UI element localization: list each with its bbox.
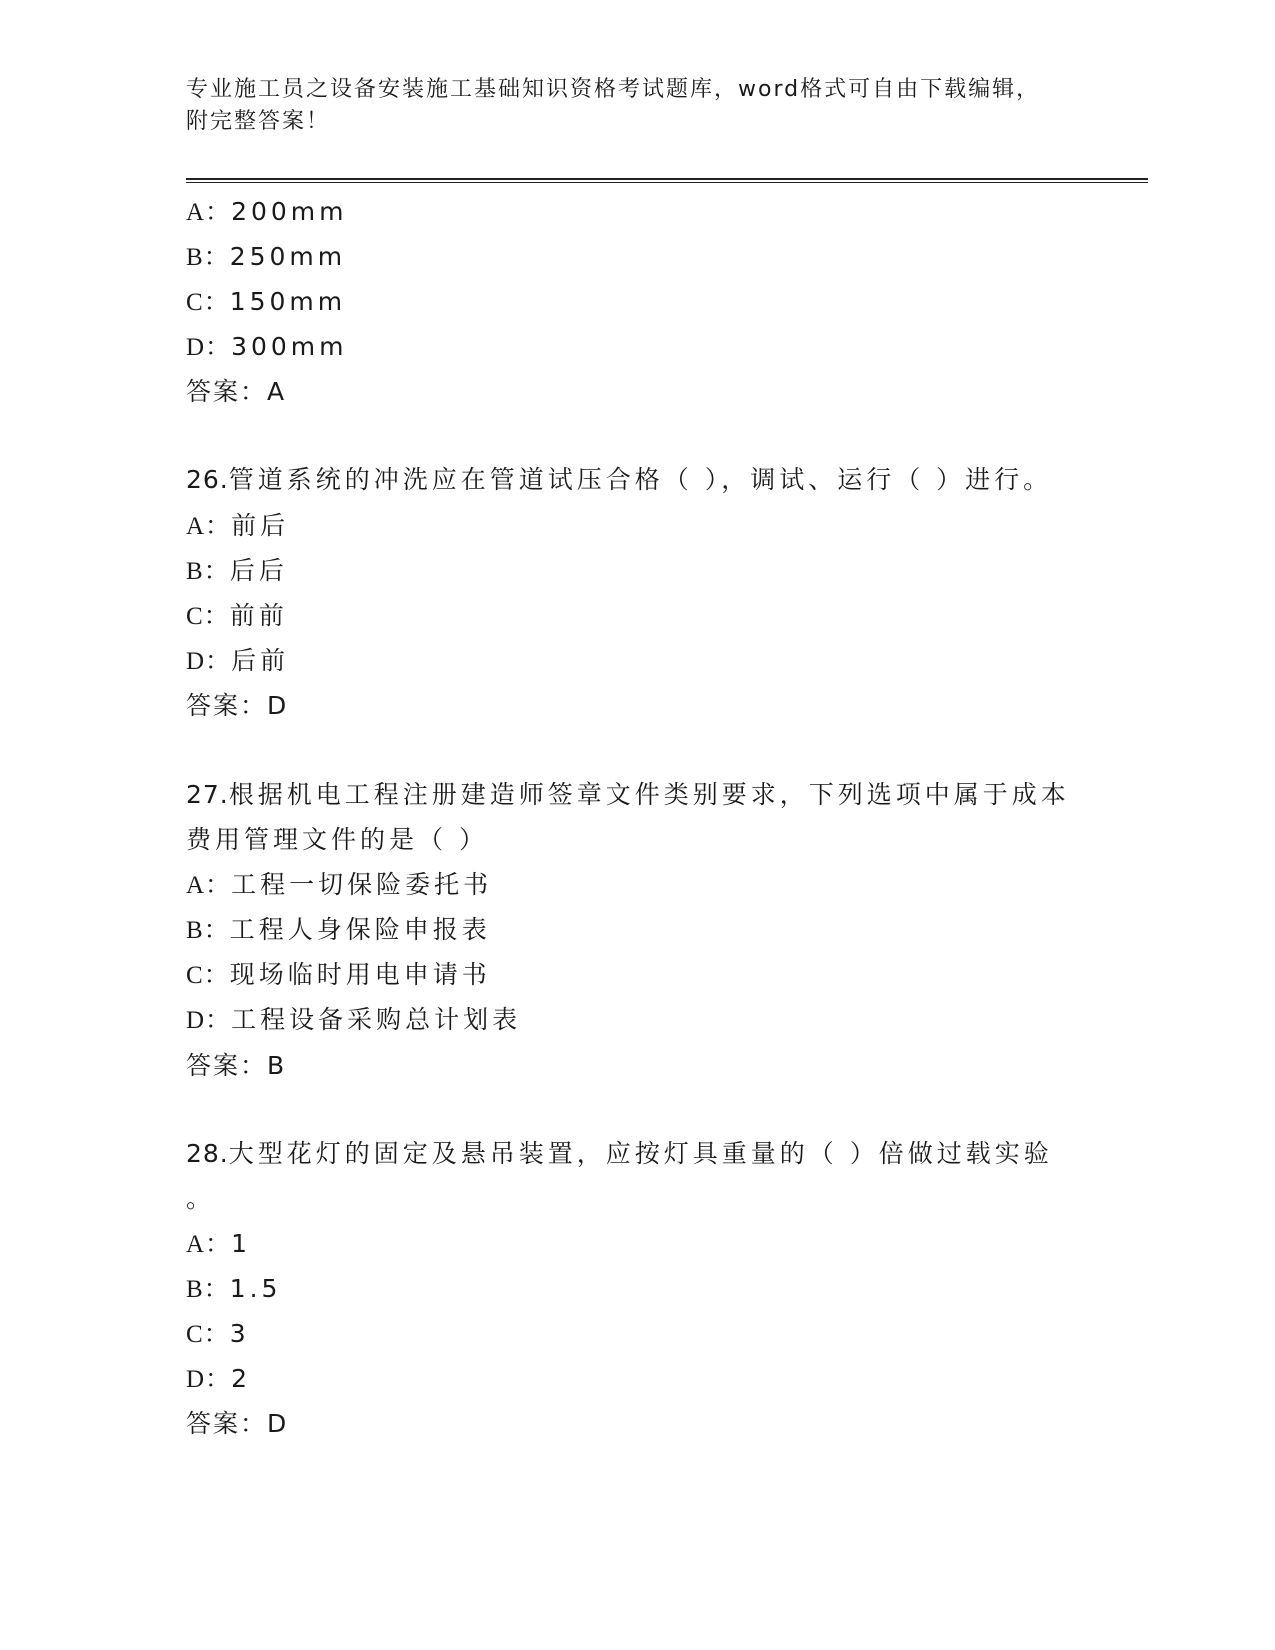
option-letter: A： — [186, 199, 232, 226]
q27-answer — [186, 1050, 287, 1082]
question-number: 28. — [186, 1139, 229, 1168]
answer-value: B — [267, 1051, 288, 1080]
option-letter: B： — [186, 1276, 230, 1303]
option-letter: C： — [186, 962, 230, 989]
prev-option-d — [186, 331, 348, 364]
question-text: 费用管理文件的是（ ） — [186, 825, 488, 854]
option-text: 工程设备采购总计划表 — [231, 1005, 522, 1034]
option-letter: D： — [186, 1366, 232, 1393]
prev-answer — [186, 376, 287, 408]
q27-option-d — [186, 1004, 521, 1037]
option-text: 1 — [231, 1229, 251, 1258]
answer-label: 答案： — [186, 1051, 268, 1080]
option-text: 前前 — [229, 601, 288, 630]
answer-label: 答案： — [186, 377, 268, 406]
answer-value: D — [267, 691, 290, 720]
option-letter: D： — [186, 1007, 232, 1034]
option-letter: B： — [186, 917, 230, 944]
answer-label: 答案： — [186, 691, 268, 720]
q27-option-a — [186, 869, 492, 902]
answer-label: 答案： — [186, 1409, 268, 1438]
question-text: 。 — [186, 1184, 216, 1213]
option-text: 300mm — [231, 332, 348, 361]
question-number: 26. — [186, 465, 229, 494]
prev-option-c — [186, 286, 346, 319]
q28-answer — [186, 1408, 289, 1440]
question-26 — [186, 464, 1052, 496]
option-letter: A： — [186, 513, 232, 540]
option-text: 工程人身保险申报表 — [229, 915, 491, 944]
option-text: 前后 — [231, 511, 290, 540]
option-text: 后前 — [231, 646, 290, 675]
option-text: 150mm — [229, 287, 347, 316]
header-line-1: 专业施工员之设备安装施工基础知识资格考试题库，word格式可自由下载编辑， — [186, 77, 1041, 102]
option-letter: D： — [186, 334, 232, 361]
option-letter: C： — [186, 1321, 230, 1348]
option-letter: D： — [186, 648, 232, 675]
prev-option-b — [186, 241, 346, 274]
option-letter: B： — [186, 558, 230, 585]
q27-option-b — [186, 914, 491, 947]
option-letter: C： — [186, 603, 230, 630]
header-divider — [186, 178, 1148, 183]
answer-value: D — [267, 1409, 290, 1438]
q26-option-d — [186, 645, 289, 678]
answer-value: A — [267, 377, 288, 406]
question-text: 管道系统的冲洗应在管道试压合格（ ），调试、运行（ ）进行。 — [228, 465, 1053, 494]
document-header — [186, 74, 1086, 138]
option-text: 200mm — [231, 197, 348, 226]
question-27-line-2 — [186, 824, 488, 856]
option-text: 2 — [231, 1364, 251, 1393]
q28-option-c — [186, 1318, 250, 1351]
q26-option-a — [186, 510, 289, 543]
q28-option-a — [186, 1228, 251, 1261]
option-text: 工程一切保险委托书 — [231, 870, 493, 899]
q26-answer — [186, 690, 289, 722]
q27-option-c — [186, 959, 491, 992]
option-text: 250mm — [229, 242, 347, 271]
option-letter: A： — [186, 872, 232, 899]
question-27 — [186, 779, 1070, 811]
question-text: 根据机电工程注册建造师签章文件类别要求，下列选项中属于成本 — [228, 780, 1070, 809]
question-28-line-2 — [186, 1183, 215, 1215]
option-text: 1.5 — [229, 1274, 282, 1303]
option-text: 现场临时用电申请书 — [229, 960, 491, 989]
question-text: 大型花灯的固定及悬吊装置，应按灯具重量的（ ）倍做过载实验 — [228, 1139, 1053, 1168]
question-number: 27. — [186, 780, 229, 809]
option-letter: C： — [186, 289, 230, 316]
option-text: 后后 — [229, 556, 288, 585]
q26-option-c — [186, 600, 288, 633]
question-28 — [186, 1138, 1053, 1170]
q28-option-d — [186, 1363, 251, 1396]
q28-option-b — [186, 1273, 281, 1306]
option-text: 3 — [229, 1319, 250, 1348]
option-letter: B： — [186, 244, 230, 271]
header-line-2: 附完整答案！ — [186, 109, 331, 134]
prev-option-a — [186, 196, 348, 229]
option-letter: A： — [186, 1231, 232, 1258]
q26-option-b — [186, 555, 288, 588]
